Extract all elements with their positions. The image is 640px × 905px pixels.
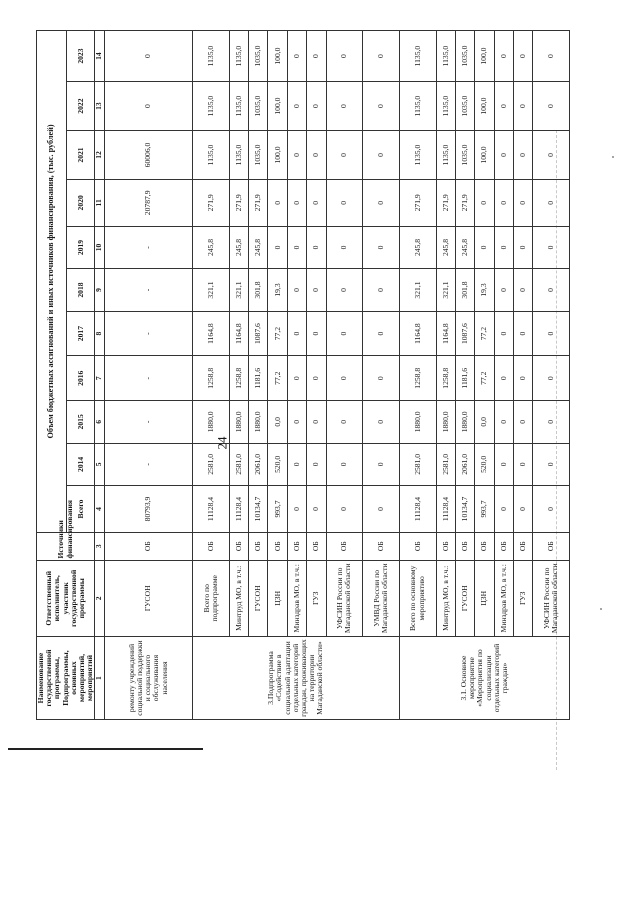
value-cell: 0 xyxy=(307,311,326,356)
table-row xyxy=(436,31,455,720)
value-cell: 0 xyxy=(494,311,513,356)
value-cell: 1880,0 xyxy=(399,401,436,444)
value-cell: 0 xyxy=(307,31,326,82)
value-cell: 0 xyxy=(326,269,363,312)
value-cell: 0 xyxy=(307,401,326,444)
table-row xyxy=(399,31,436,720)
table-row xyxy=(494,31,513,720)
value-cell: 245,8 xyxy=(193,226,230,269)
value-cell: 0 xyxy=(326,486,363,533)
column-number: 13 xyxy=(95,82,104,131)
executor-cell: ГУЗ xyxy=(514,560,533,637)
executor-cell: Минтруд МО, в т.ч.: xyxy=(229,560,248,637)
program-name-cell: 3.Подпрограмма «Содействие в социальной адаптации отдельных категорий граждан, проживающих на территории Магаданской области» xyxy=(193,637,400,720)
value-cell: 0 xyxy=(268,179,287,226)
value-cell: 0 xyxy=(514,226,533,269)
executor-cell: ЦЗН xyxy=(475,560,494,637)
executor-cell: ГУСОН xyxy=(249,560,268,637)
value-cell: 2061,0 xyxy=(455,443,474,486)
value-cell: 0 xyxy=(307,226,326,269)
table-row xyxy=(229,31,248,720)
value-cell: 0 xyxy=(363,82,400,131)
program-name-cell: 3.1. Основное мероприятие «Мероприятия по социализации отдельных категорий граждан» xyxy=(399,637,569,720)
header-funding-source: Источники финансирования xyxy=(37,532,95,560)
value-cell: 0 xyxy=(533,131,570,180)
table-row xyxy=(268,31,287,720)
value-cell: 245,8 xyxy=(399,226,436,269)
value-cell: 0 xyxy=(363,226,400,269)
value-cell: 77,2 xyxy=(268,311,287,356)
value-cell: 0 xyxy=(307,179,326,226)
funding-source-cell: ОБ xyxy=(363,532,400,560)
value-cell: 0 xyxy=(514,82,533,131)
value-cell: 0 xyxy=(287,401,306,444)
value-cell: 0 xyxy=(287,226,306,269)
value-cell: 1035,0 xyxy=(455,31,474,82)
value-cell: 1135,0 xyxy=(193,131,230,180)
value-cell: 0 xyxy=(533,401,570,444)
header-year: 2019 xyxy=(67,226,95,269)
value-cell: 0 xyxy=(287,269,306,312)
value-cell: 1135,0 xyxy=(229,31,248,82)
value-cell: 1164,8 xyxy=(436,311,455,356)
executor-cell: Всего по подпрограмме xyxy=(193,560,230,637)
header-year: 2017 xyxy=(67,311,95,356)
executor-cell: Всего по основному мероприятию xyxy=(399,560,436,637)
header-executor: Ответственный исполнитель, участник государственной программы xyxy=(37,560,95,637)
value-cell: 11128,4 xyxy=(193,486,230,533)
value-cell: 0 xyxy=(104,82,193,131)
funding-source-cell: ОБ xyxy=(475,532,494,560)
value-cell: 1258,8 xyxy=(399,356,436,401)
executor-cell: УФСИН России по Магаданской области xyxy=(326,560,363,637)
value-cell: 0 xyxy=(326,82,363,131)
value-cell: 0,0 xyxy=(475,401,494,444)
value-cell: 100,0 xyxy=(268,82,287,131)
value-cell: 0 xyxy=(514,31,533,82)
value-cell: 1880,0 xyxy=(249,401,268,444)
value-cell: 1135,0 xyxy=(193,82,230,131)
value-cell: - xyxy=(104,401,193,444)
value-cell: 0 xyxy=(287,31,306,82)
value-cell: 1135,0 xyxy=(399,31,436,82)
value-cell: 1135,0 xyxy=(436,82,455,131)
executor-cell: ГУЗ xyxy=(307,560,326,637)
header-year: 2023 xyxy=(67,31,95,82)
value-cell: 1880,0 xyxy=(229,401,248,444)
funding-source-cell: ОБ xyxy=(287,532,306,560)
value-cell: 301,8 xyxy=(249,269,268,312)
value-cell: 1035,0 xyxy=(455,131,474,180)
value-cell: 0 xyxy=(494,401,513,444)
header-year: 2020 xyxy=(67,179,95,226)
header-year: 2018 xyxy=(67,269,95,312)
executor-cell: ГУСОН xyxy=(455,560,474,637)
value-cell: 0 xyxy=(475,226,494,269)
value-cell: 993,7 xyxy=(475,486,494,533)
value-cell: 0 xyxy=(494,269,513,312)
value-cell: 0 xyxy=(514,179,533,226)
table-row xyxy=(533,31,570,720)
value-cell: 0 xyxy=(494,179,513,226)
value-cell: 321,1 xyxy=(436,269,455,312)
table-body xyxy=(104,31,570,720)
value-cell: 0 xyxy=(307,356,326,401)
table-row xyxy=(326,31,363,720)
value-cell: 0 xyxy=(494,356,513,401)
value-cell: 0 xyxy=(533,82,570,131)
table-row xyxy=(475,31,494,720)
value-cell: 2581,0 xyxy=(399,443,436,486)
column-number: 3 xyxy=(95,532,104,560)
value-cell: 2061,0 xyxy=(249,443,268,486)
value-cell: 77,2 xyxy=(475,311,494,356)
value-cell: 0 xyxy=(514,269,533,312)
value-cell: 1135,0 xyxy=(399,82,436,131)
value-cell: 1087,6 xyxy=(249,311,268,356)
header-program-name: Наименование государственной программы, Подпрограммы, основных мероприятий, мероприятий xyxy=(37,637,95,720)
value-cell: 20787,9 xyxy=(104,179,193,226)
funding-source-cell: ОБ xyxy=(104,532,193,560)
value-cell: - xyxy=(104,443,193,486)
table-row xyxy=(514,31,533,720)
value-cell: 0 xyxy=(326,179,363,226)
value-cell: 60006,0 xyxy=(104,131,193,180)
value-cell: - xyxy=(104,226,193,269)
column-number: 2 xyxy=(95,560,104,637)
value-cell: 2581,0 xyxy=(193,443,230,486)
value-cell: 0 xyxy=(514,401,533,444)
executor-cell: Минтруд МО, в т.ч.: xyxy=(436,560,455,637)
funding-source-cell: ОБ xyxy=(249,532,268,560)
value-cell: 1164,8 xyxy=(229,311,248,356)
header-year: 2022 xyxy=(67,82,95,131)
value-cell: 0 xyxy=(326,356,363,401)
value-cell: 0 xyxy=(287,443,306,486)
value-cell: 271,9 xyxy=(229,179,248,226)
value-cell: 0 xyxy=(533,179,570,226)
value-cell: 77,2 xyxy=(268,356,287,401)
value-cell: 0 xyxy=(307,269,326,312)
header-budget-group: Объем бюджетных ассигнований и иных источников финансирования, (тыс. рублей) xyxy=(37,31,67,533)
value-cell: 520,0 xyxy=(475,443,494,486)
value-cell: 1135,0 xyxy=(229,82,248,131)
column-number: 11 xyxy=(95,179,104,226)
value-cell: 0 xyxy=(363,311,400,356)
value-cell: 0 xyxy=(475,179,494,226)
value-cell: 1181,6 xyxy=(455,356,474,401)
executor-cell: ЦЗН xyxy=(268,560,287,637)
funding-source-cell: ОБ xyxy=(307,532,326,560)
value-cell: 0 xyxy=(287,486,306,533)
value-cell: 0 xyxy=(363,443,400,486)
table-row xyxy=(287,31,306,720)
value-cell: 0 xyxy=(287,179,306,226)
value-cell: 1880,0 xyxy=(436,401,455,444)
value-cell: 1880,0 xyxy=(193,401,230,444)
value-cell: 0 xyxy=(494,443,513,486)
value-cell: 0 xyxy=(494,486,513,533)
executor-cell: ГУСОН xyxy=(104,560,193,637)
value-cell: 0 xyxy=(287,311,306,356)
table-row xyxy=(455,31,474,720)
value-cell: 0 xyxy=(494,31,513,82)
table-row xyxy=(249,31,268,720)
funding-source-cell: ОБ xyxy=(514,532,533,560)
executor-cell: УФСИН России по Магаданской области xyxy=(533,560,570,637)
value-cell: 0 xyxy=(363,131,400,180)
value-cell: 301,8 xyxy=(455,269,474,312)
value-cell: 271,9 xyxy=(436,179,455,226)
value-cell: 1258,8 xyxy=(436,356,455,401)
program-name-cell: ремонту учреждений социальной поддержки и социального обслуживания населения xyxy=(104,637,193,720)
value-cell: 520,0 xyxy=(268,443,287,486)
table-row xyxy=(193,31,230,720)
value-cell: 2581,0 xyxy=(229,443,248,486)
header-year: 2016 xyxy=(67,356,95,401)
value-cell: 0 xyxy=(494,226,513,269)
column-number: 8 xyxy=(95,311,104,356)
scan-dot xyxy=(612,156,614,158)
value-cell: 1035,0 xyxy=(249,31,268,82)
value-cell: 0 xyxy=(307,443,326,486)
funding-source-cell: ОБ xyxy=(533,532,570,560)
funding-source-cell: ОБ xyxy=(436,532,455,560)
value-cell: 271,9 xyxy=(455,179,474,226)
value-cell: 100,0 xyxy=(475,82,494,131)
value-cell: 0 xyxy=(514,311,533,356)
funding-source-cell: ОБ xyxy=(268,532,287,560)
value-cell: 100,0 xyxy=(268,31,287,82)
value-cell: - xyxy=(104,269,193,312)
value-cell: 245,8 xyxy=(249,226,268,269)
value-cell: 0 xyxy=(494,82,513,131)
value-cell: 1164,8 xyxy=(399,311,436,356)
value-cell: 0 xyxy=(363,31,400,82)
column-number: 14 xyxy=(95,31,104,82)
value-cell: 0 xyxy=(363,401,400,444)
value-cell: 0 xyxy=(326,226,363,269)
value-cell: 0 xyxy=(363,356,400,401)
value-cell: 0 xyxy=(533,311,570,356)
value-cell: 1135,0 xyxy=(229,131,248,180)
value-cell: 10134,7 xyxy=(249,486,268,533)
value-cell: 0 xyxy=(268,226,287,269)
value-cell: 993,7 xyxy=(268,486,287,533)
table-row xyxy=(307,31,326,720)
executor-cell: УМВД России по Магаданской области xyxy=(363,560,400,637)
value-cell: 10134,7 xyxy=(455,486,474,533)
value-cell: 1135,0 xyxy=(436,31,455,82)
column-number: 4 xyxy=(95,486,104,533)
table-row xyxy=(104,31,193,720)
value-cell: 11128,4 xyxy=(229,486,248,533)
value-cell: 1087,6 xyxy=(455,311,474,356)
value-cell: 0 xyxy=(533,486,570,533)
value-cell: 271,9 xyxy=(193,179,230,226)
value-cell: 1258,8 xyxy=(193,356,230,401)
value-cell: 0 xyxy=(514,356,533,401)
value-cell: 1880,0 xyxy=(455,401,474,444)
funding-source-cell: ОБ xyxy=(229,532,248,560)
value-cell: 19,3 xyxy=(268,269,287,312)
header-year: 2014 xyxy=(67,443,95,486)
value-cell: 0 xyxy=(533,443,570,486)
value-cell: 0 xyxy=(326,443,363,486)
funding-source-cell: ОБ xyxy=(494,532,513,560)
column-number: 9 xyxy=(95,269,104,312)
value-cell: 1035,0 xyxy=(455,82,474,131)
value-cell: 1035,0 xyxy=(249,131,268,180)
value-cell: 100,0 xyxy=(475,31,494,82)
funding-source-cell: ОБ xyxy=(455,532,474,560)
value-cell: 271,9 xyxy=(249,179,268,226)
scan-dot xyxy=(600,608,602,610)
value-cell: 245,8 xyxy=(455,226,474,269)
column-number: 12 xyxy=(95,131,104,180)
value-cell: 271,9 xyxy=(399,179,436,226)
horizontal-rule xyxy=(8,748,203,750)
value-cell: 321,1 xyxy=(229,269,248,312)
value-cell: 0 xyxy=(533,356,570,401)
value-cell: 1181,6 xyxy=(249,356,268,401)
value-cell: 321,1 xyxy=(399,269,436,312)
value-cell: 0 xyxy=(326,131,363,180)
header-year: 2015 xyxy=(67,401,95,444)
value-cell: 100,0 xyxy=(268,131,287,180)
header-year: 2021 xyxy=(67,131,95,180)
funding-source-cell: ОБ xyxy=(193,532,230,560)
column-number: 7 xyxy=(95,356,104,401)
value-cell: 0 xyxy=(363,486,400,533)
value-cell: 0 xyxy=(287,131,306,180)
value-cell: 245,8 xyxy=(436,226,455,269)
value-cell: 0 xyxy=(533,31,570,82)
value-cell: 0,0 xyxy=(268,401,287,444)
value-cell: 1135,0 xyxy=(399,131,436,180)
value-cell: 0 xyxy=(326,31,363,82)
column-number: 6 xyxy=(95,401,104,444)
value-cell: 0 xyxy=(363,179,400,226)
column-number: 5 xyxy=(95,443,104,486)
header-year: Всего xyxy=(67,486,95,533)
funding-source-cell: ОБ xyxy=(326,532,363,560)
value-cell: 1258,8 xyxy=(229,356,248,401)
value-cell: 1135,0 xyxy=(193,31,230,82)
value-cell: 1135,0 xyxy=(436,131,455,180)
table-row xyxy=(363,31,400,720)
value-cell: 0 xyxy=(307,486,326,533)
value-cell: 100,0 xyxy=(475,131,494,180)
column-number: 10 xyxy=(95,226,104,269)
value-cell: 245,8 xyxy=(229,226,248,269)
executor-cell: Минздрав МО, в т.ч.: xyxy=(494,560,513,637)
value-cell: 0 xyxy=(104,31,193,82)
value-cell: 80793,9 xyxy=(104,486,193,533)
value-cell: 77,2 xyxy=(475,356,494,401)
value-cell: 0 xyxy=(533,269,570,312)
page-number: 24 xyxy=(214,436,230,450)
value-cell: 0 xyxy=(514,443,533,486)
budget-table xyxy=(36,30,570,720)
value-cell: 0 xyxy=(307,131,326,180)
value-cell: 0 xyxy=(287,82,306,131)
value-cell: 0 xyxy=(494,131,513,180)
value-cell: 0 xyxy=(514,131,533,180)
value-cell: 19,3 xyxy=(475,269,494,312)
column-number: 1 xyxy=(95,637,104,720)
value-cell: 11128,4 xyxy=(436,486,455,533)
budget-table-container xyxy=(36,30,560,720)
value-cell: 0 xyxy=(326,401,363,444)
value-cell: 0 xyxy=(514,486,533,533)
value-cell: 0 xyxy=(533,226,570,269)
value-cell: 1035,0 xyxy=(249,82,268,131)
value-cell: 2581,0 xyxy=(436,443,455,486)
value-cell: - xyxy=(104,356,193,401)
value-cell: 0 xyxy=(326,311,363,356)
value-cell: - xyxy=(104,311,193,356)
value-cell: 321,1 xyxy=(193,269,230,312)
executor-cell: Минздрав МО, в т.ч.: xyxy=(287,560,306,637)
funding-source-cell: ОБ xyxy=(399,532,436,560)
value-cell: 0 xyxy=(287,356,306,401)
value-cell: 0 xyxy=(307,82,326,131)
value-cell: 11128,4 xyxy=(399,486,436,533)
value-cell: 1164,8 xyxy=(193,311,230,356)
value-cell: 0 xyxy=(363,269,400,312)
